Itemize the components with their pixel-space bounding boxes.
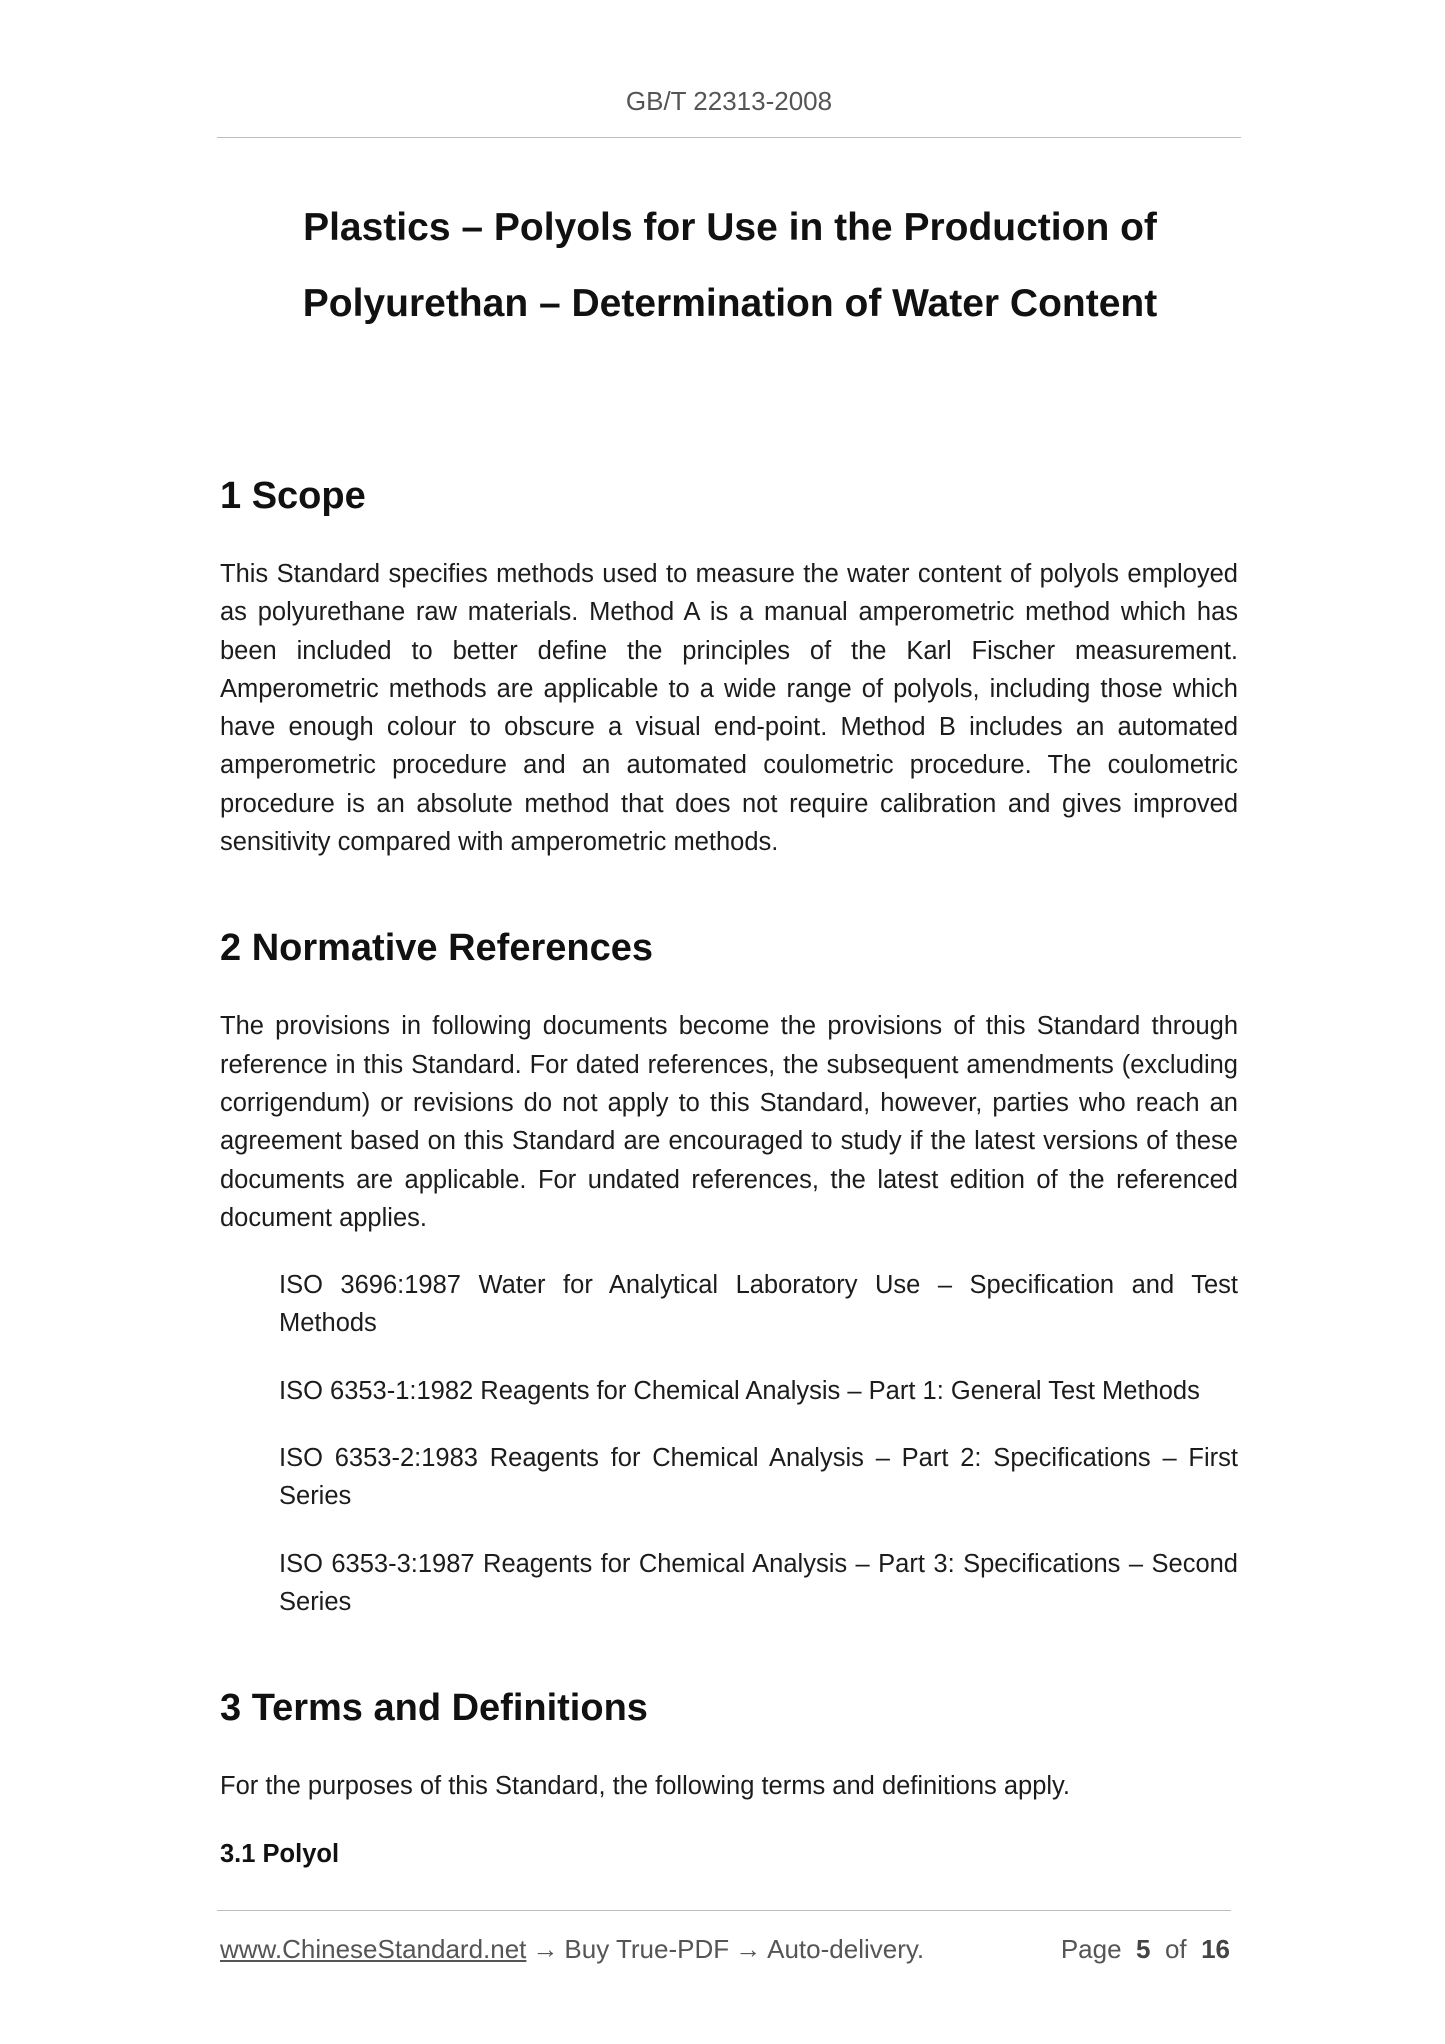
reference-item: ISO 6353-1:1982 Reagents for Chemical Analysis – Part 1: General Test Methods bbox=[279, 1376, 1200, 1405]
document-body bbox=[220, 466, 1238, 1873]
auto-delivery-text: Auto-delivery. bbox=[767, 1934, 925, 1964]
section-heading-terms-definitions: 3 Terms and Definitions bbox=[220, 1687, 648, 1730]
reference-list bbox=[220, 1266, 1238, 1621]
references-paragraph: The provisions in following documents become the provisions of this Standard through reference in this Standard. For dated references, the subsequent amendments (excluding corrigendum) or revisions do not apply to this Standard, however, parties who reach an agreement based on this Standard are encouraged to study if the latest versions of these documents are applicable. For undated references, the latest edition of the referenced document applies. bbox=[220, 1012, 1238, 1232]
reference-item: ISO 6353-3:1987 Reagents for Chemical Analysis – Part 3: Specifications – Second Series bbox=[279, 1549, 1238, 1616]
page-footer bbox=[220, 1929, 1230, 1969]
page-label: Page bbox=[1060, 1934, 1122, 1964]
scope-paragraph: This Standard specifies methods used to measure the water content of polyols employed as polyurethane raw materials. Method A is a manual amperometric method which has been included to better define the principles of the Karl Fischer measurement. Amperometric methods are applicable to a wide range of polyols, including those which have enough colour to obscure a visual end-point. Method B includes an automated amperometric procedure and an automated coulometric procedure. The coulometric procedure is an absolute method that does not require calibration and gives improved sensitivity compared with amperometric methods. bbox=[220, 560, 1238, 857]
footer-promo bbox=[220, 1929, 924, 1969]
buy-true-pdf-text: Buy True-PDF bbox=[564, 1934, 730, 1964]
total-pages-number: 16 bbox=[1201, 1934, 1230, 1964]
reference-item: ISO 6353-2:1983 Reagents for Chemical Analysis – Part 2: Specifications – First Series bbox=[279, 1444, 1238, 1511]
terms-paragraph: For the purposes of this Standard, the following terms and definitions apply. bbox=[220, 1772, 1071, 1801]
page-counter bbox=[1061, 1929, 1230, 1969]
arrow-right-icon: → bbox=[735, 1934, 762, 1964]
document-title-line-2: Polyurethan – Determination of Water Content bbox=[302, 282, 1158, 325]
document-title bbox=[290, 190, 1170, 342]
section-heading-scope: 1 Scope bbox=[220, 475, 366, 517]
website-link[interactable]: www.ChineseStandard.net bbox=[220, 1934, 527, 1964]
arrow-right-icon: → bbox=[532, 1934, 559, 1964]
reference-item: ISO 3696:1987 Water for Analytical Laboratory Use – Specification and Test Methods bbox=[279, 1271, 1238, 1338]
section-heading-normative-references: 2 Normative References bbox=[220, 927, 653, 970]
header-divider bbox=[217, 137, 1241, 138]
of-label: of bbox=[1164, 1934, 1187, 1964]
document-title-line-1: Plastics – Polyols for Use in the Production of bbox=[303, 206, 1157, 249]
footer-divider bbox=[217, 1910, 1231, 1911]
subsection-heading-polyol: 3.1 Polyol bbox=[220, 1839, 340, 1868]
current-page-number: 5 bbox=[1136, 1934, 1151, 1964]
running-header: GB/T 22313-2008 bbox=[625, 86, 833, 116]
